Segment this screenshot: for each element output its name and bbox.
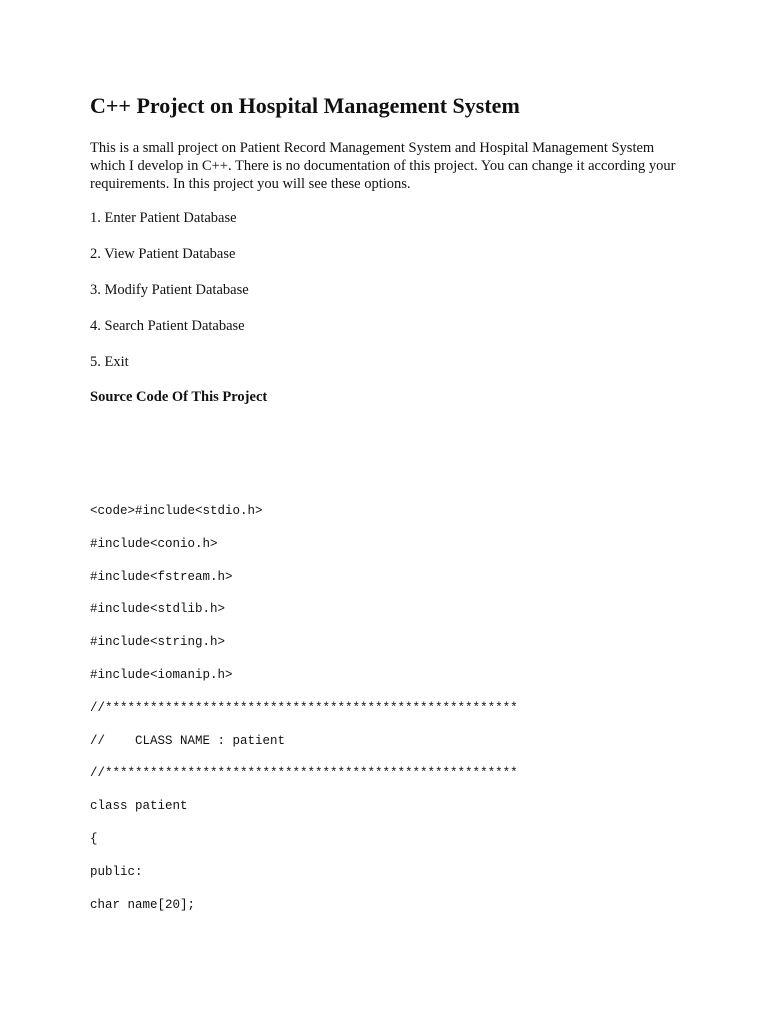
- document-title: C++ Project on Hospital Management System: [90, 93, 520, 118]
- options-list: [90, 209, 249, 389]
- code-line: // CLASS NAME : patient: [90, 733, 286, 748]
- option-item: 4. Search Patient Database: [90, 318, 245, 334]
- code-line: <code>#include<stdio.h>: [90, 504, 263, 518]
- code-line: #include<iomanip.h>: [90, 667, 233, 682]
- code-line: class patient: [90, 799, 188, 814]
- option-item: 1. Enter Patient Database: [90, 210, 237, 226]
- option-item: 2. View Patient Database: [90, 246, 236, 262]
- code-line: public:: [90, 864, 143, 879]
- code-line: char name[20];: [90, 897, 196, 912]
- code-line: #include<stdlib.h>: [90, 602, 226, 617]
- code-line: //*******************************************************: [90, 700, 518, 715]
- code-line: #include<conio.h>: [90, 536, 218, 551]
- option-item: 5. Exit: [90, 354, 129, 370]
- code-line: {: [90, 831, 98, 846]
- option-item: 3. Modify Patient Database: [90, 282, 249, 298]
- code-line: //*******************************************************: [90, 766, 518, 781]
- code-line: #include<string.h>: [90, 635, 226, 650]
- code-block: [90, 503, 518, 929]
- source-code-heading: Source Code Of This Project: [90, 389, 268, 405]
- intro-paragraph: This is a small project on Patient Record Management System and Hospital Management System which I develop in C++. There is no documentation of this project. You can change it according your requirements. In this project you will see these options.: [90, 140, 676, 192]
- code-line: #include<fstream.h>: [90, 569, 233, 584]
